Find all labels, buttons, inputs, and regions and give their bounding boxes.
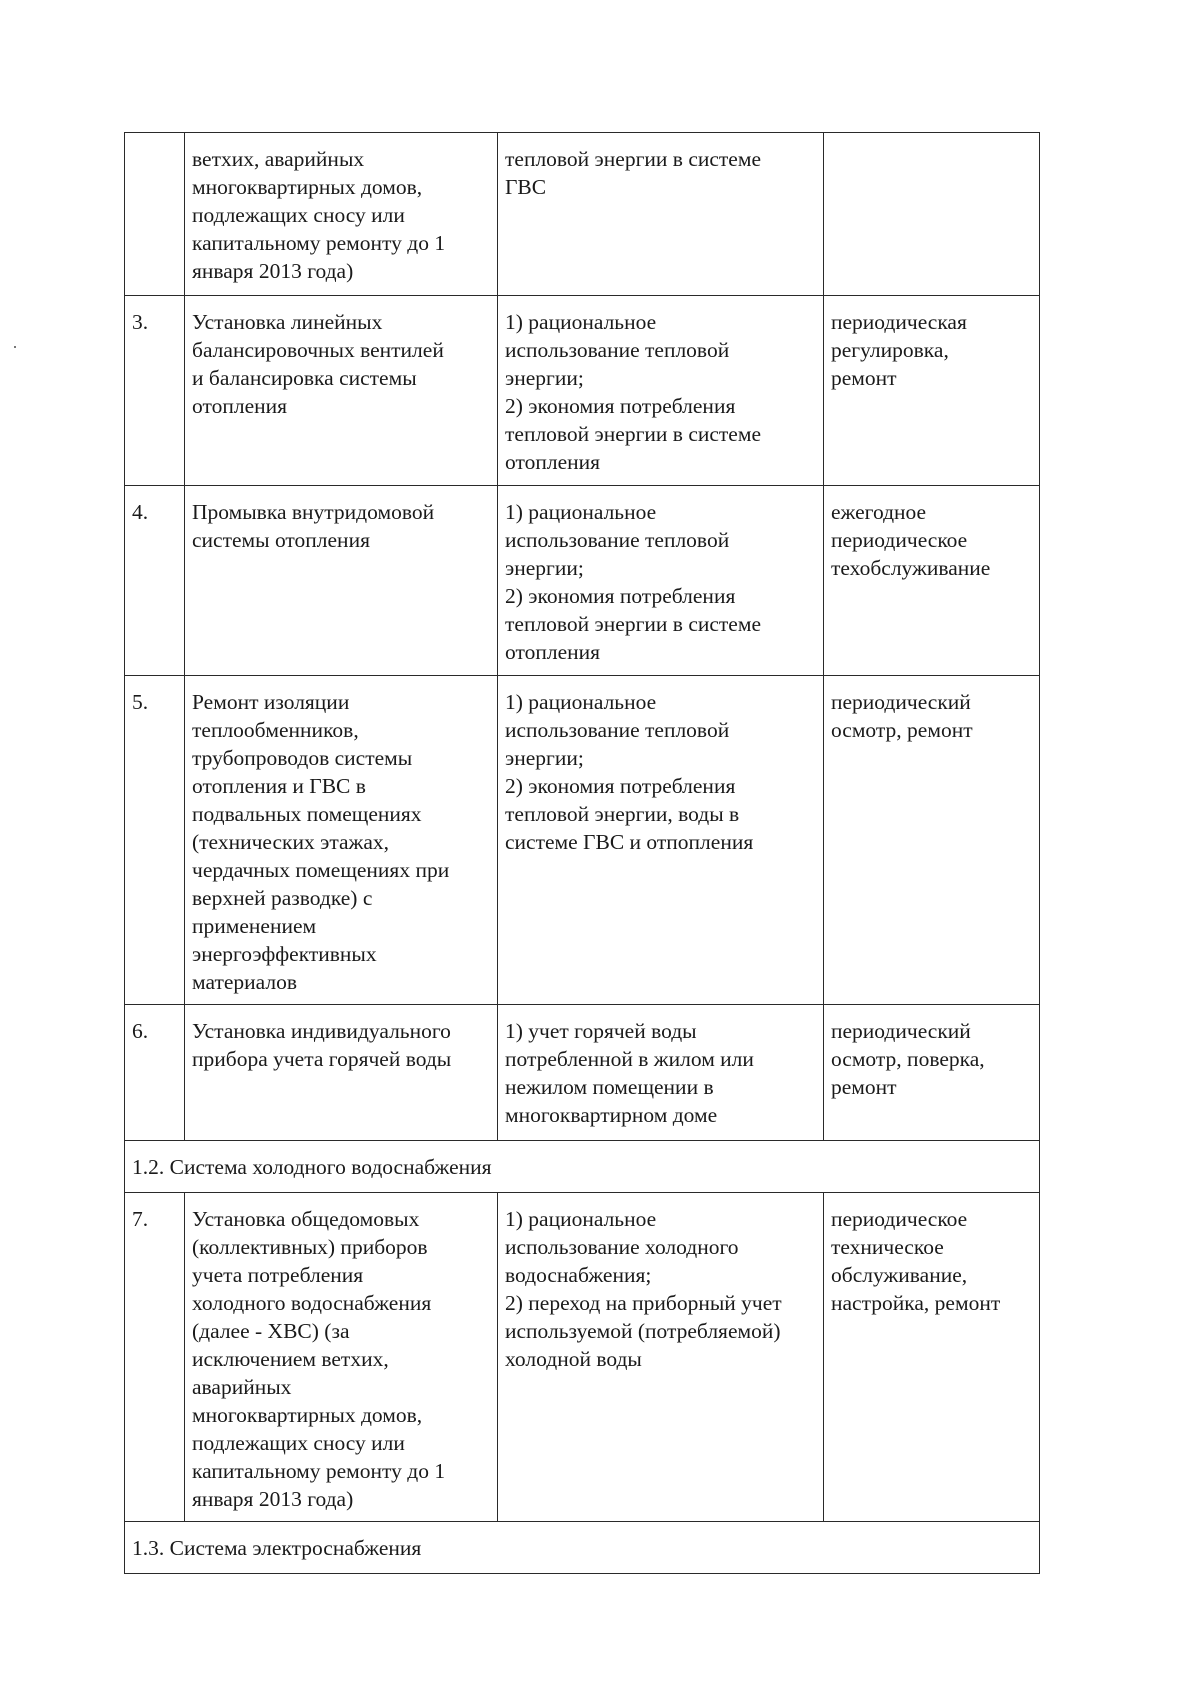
- table-row: [125, 486, 1040, 676]
- measure-service: периодическая регулировка, ремонт: [824, 296, 1040, 486]
- measure-name: Установка линейных балансировочных вентилей и балансировка системы отопления: [185, 296, 498, 486]
- section-heading-power: 1.3. Система электроснабжения: [125, 1522, 1040, 1574]
- measure-service: периодический осмотр, поверка, ремонт: [824, 1005, 1040, 1141]
- table-row: [125, 133, 1040, 296]
- measure-effect: 1) учет горячей воды потребленной в жилом или нежилом помещении в многоквартирном доме: [498, 1005, 824, 1141]
- measure-service: периодический осмотр, ремонт: [824, 676, 1040, 1005]
- measure-service: [824, 133, 1040, 296]
- scan-speck: [14, 346, 16, 348]
- measure-effect: 1) рациональное использование тепловой энергии; 2) экономия потребления тепловой энергии, воды в системе ГВС и отпопления: [498, 676, 824, 1005]
- row-number: 4.: [125, 486, 185, 676]
- table-row: [125, 296, 1040, 486]
- measure-effect: тепловой энергии в системе ГВС: [498, 133, 824, 296]
- table-row: [125, 1193, 1040, 1522]
- row-number: 5.: [125, 676, 185, 1005]
- row-number: [125, 133, 185, 296]
- row-number: 6.: [125, 1005, 185, 1141]
- measure-effect: 1) рациональное использование холодного водоснабжения; 2) переход на приборный учет используемой (потребляемой) холодной воды: [498, 1193, 824, 1522]
- measure-name: Промывка внутридомовой системы отопления: [185, 486, 498, 676]
- measure-service: ежегодное периодическое техобслуживание: [824, 486, 1040, 676]
- row-number: 3.: [125, 296, 185, 486]
- measure-name: Установка общедомовых (коллективных) приборов учета потребления холодного водоснабжения (далее - ХВС) (за исключением ветхих, аварийных многоквартирных домов, подлежащих сносу или капитальному ремонту до 1 января 2013 года): [185, 1193, 498, 1522]
- measure-service: периодическое техническое обслуживание, настройка, ремонт: [824, 1193, 1040, 1522]
- measure-effect: 1) рациональное использование тепловой энергии; 2) экономия потребления тепловой энергии в системе отопления: [498, 296, 824, 486]
- measure-effect: 1) рациональное использование тепловой энергии; 2) экономия потребления тепловой энергии в системе отопления: [498, 486, 824, 676]
- section-row: [125, 1522, 1040, 1574]
- section-heading-cold-water: 1.2. Система холодного водоснабжения: [125, 1141, 1040, 1193]
- measure-name: ветхих, аварийных многоквартирных домов, подлежащих сносу или капитальному ремонту до 1 января 2013 года): [185, 133, 498, 296]
- table-row: [125, 676, 1040, 1005]
- row-number: 7.: [125, 1193, 185, 1522]
- measure-name: Установка индивидуального прибора учета горячей воды: [185, 1005, 498, 1141]
- measures-table: [124, 132, 1040, 1574]
- section-row: [125, 1141, 1040, 1193]
- table-row: [125, 1005, 1040, 1141]
- measure-name: Ремонт изоляции теплообменников, трубопроводов системы отопления и ГВС в подвальных помещениях (технических этажах, чердачных помещениях при верхней разводке) с применением энергоэффективных материалов: [185, 676, 498, 1005]
